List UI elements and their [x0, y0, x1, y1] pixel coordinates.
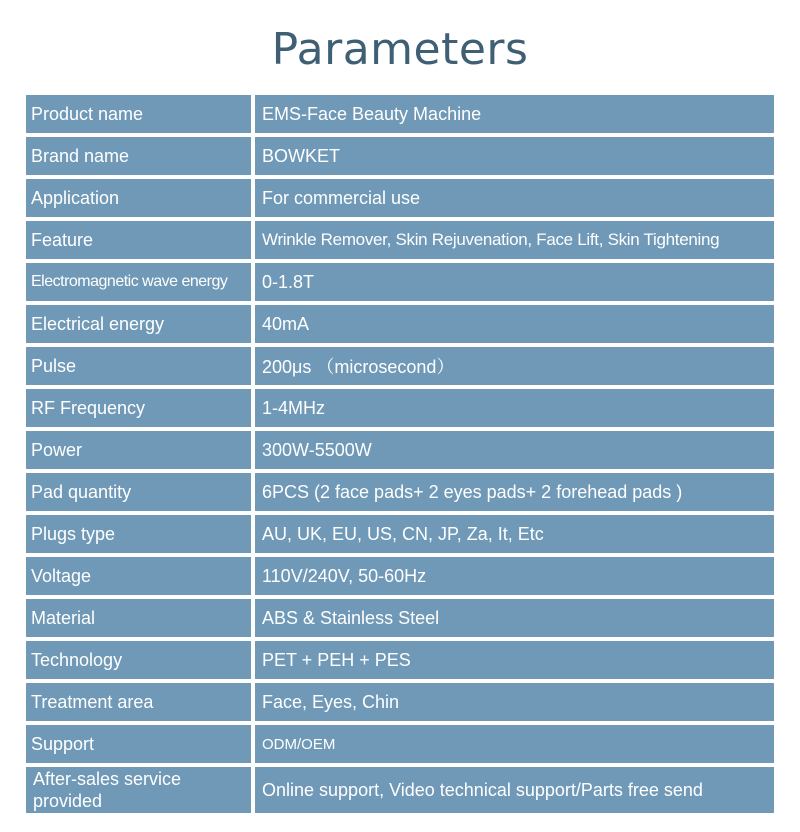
- param-value: Face, Eyes, Chin: [255, 683, 774, 721]
- table-row: [26, 767, 774, 813]
- table-row: [26, 683, 774, 721]
- table-row: [26, 473, 774, 511]
- param-value: 0-1.8T: [255, 263, 774, 301]
- param-name: Voltage: [26, 557, 251, 595]
- parameters-table: [26, 95, 774, 817]
- param-value: 300W-5500W: [255, 431, 774, 469]
- param-value: PET + PEH + PES: [255, 641, 774, 679]
- param-value: Wrinkle Remover, Skin Rejuvenation, Face Lift, Skin Tightening: [255, 221, 774, 259]
- param-value: EMS-Face Beauty Machine: [255, 95, 774, 133]
- table-row: [26, 431, 774, 469]
- param-name: Plugs type: [26, 515, 251, 553]
- table-row: [26, 557, 774, 595]
- param-value: Online support, Video technical support/Parts free send: [255, 767, 774, 813]
- table-row: [26, 179, 774, 217]
- param-value: 200μs （microsecond）: [255, 347, 774, 385]
- table-row: [26, 725, 774, 763]
- param-name: Feature: [26, 221, 251, 259]
- param-name: After-sales service provided: [26, 767, 251, 813]
- param-name: Electrical energy: [26, 305, 251, 343]
- param-name: Electromagnetic wave energy: [26, 263, 251, 301]
- table-row: [26, 221, 774, 259]
- param-name: Pulse: [26, 347, 251, 385]
- param-name: Product name: [26, 95, 251, 133]
- param-value: ODM/OEM: [255, 725, 774, 763]
- param-value: 6PCS (2 face pads+ 2 eyes pads+ 2 forehead pads ): [255, 473, 774, 511]
- table-row: [26, 263, 774, 301]
- table-row: [26, 515, 774, 553]
- param-name: RF Frequency: [26, 389, 251, 427]
- page-title: Parameters: [271, 24, 529, 75]
- param-value: 1-4MHz: [255, 389, 774, 427]
- table-row: [26, 641, 774, 679]
- param-name: Application: [26, 179, 251, 217]
- table-row: [26, 305, 774, 343]
- table-row: [26, 95, 774, 133]
- param-name: Power: [26, 431, 251, 469]
- table-row: [26, 137, 774, 175]
- param-name: Brand name: [26, 137, 251, 175]
- table-row: [26, 599, 774, 637]
- param-name: Pad quantity: [26, 473, 251, 511]
- table-row: [26, 347, 774, 385]
- param-name: Support: [26, 725, 251, 763]
- param-name: Treatment area: [26, 683, 251, 721]
- param-value: 110V/240V, 50-60Hz: [255, 557, 774, 595]
- param-value: BOWKET: [255, 137, 774, 175]
- table-row: [26, 389, 774, 427]
- param-value: ABS & Stainless Steel: [255, 599, 774, 637]
- param-value: AU, UK, EU, US, CN, JP, Za, It, Etc: [255, 515, 774, 553]
- param-name: Material: [26, 599, 251, 637]
- param-value: 40mA: [255, 305, 774, 343]
- param-value: For commercial use: [255, 179, 774, 217]
- param-name: Technology: [26, 641, 251, 679]
